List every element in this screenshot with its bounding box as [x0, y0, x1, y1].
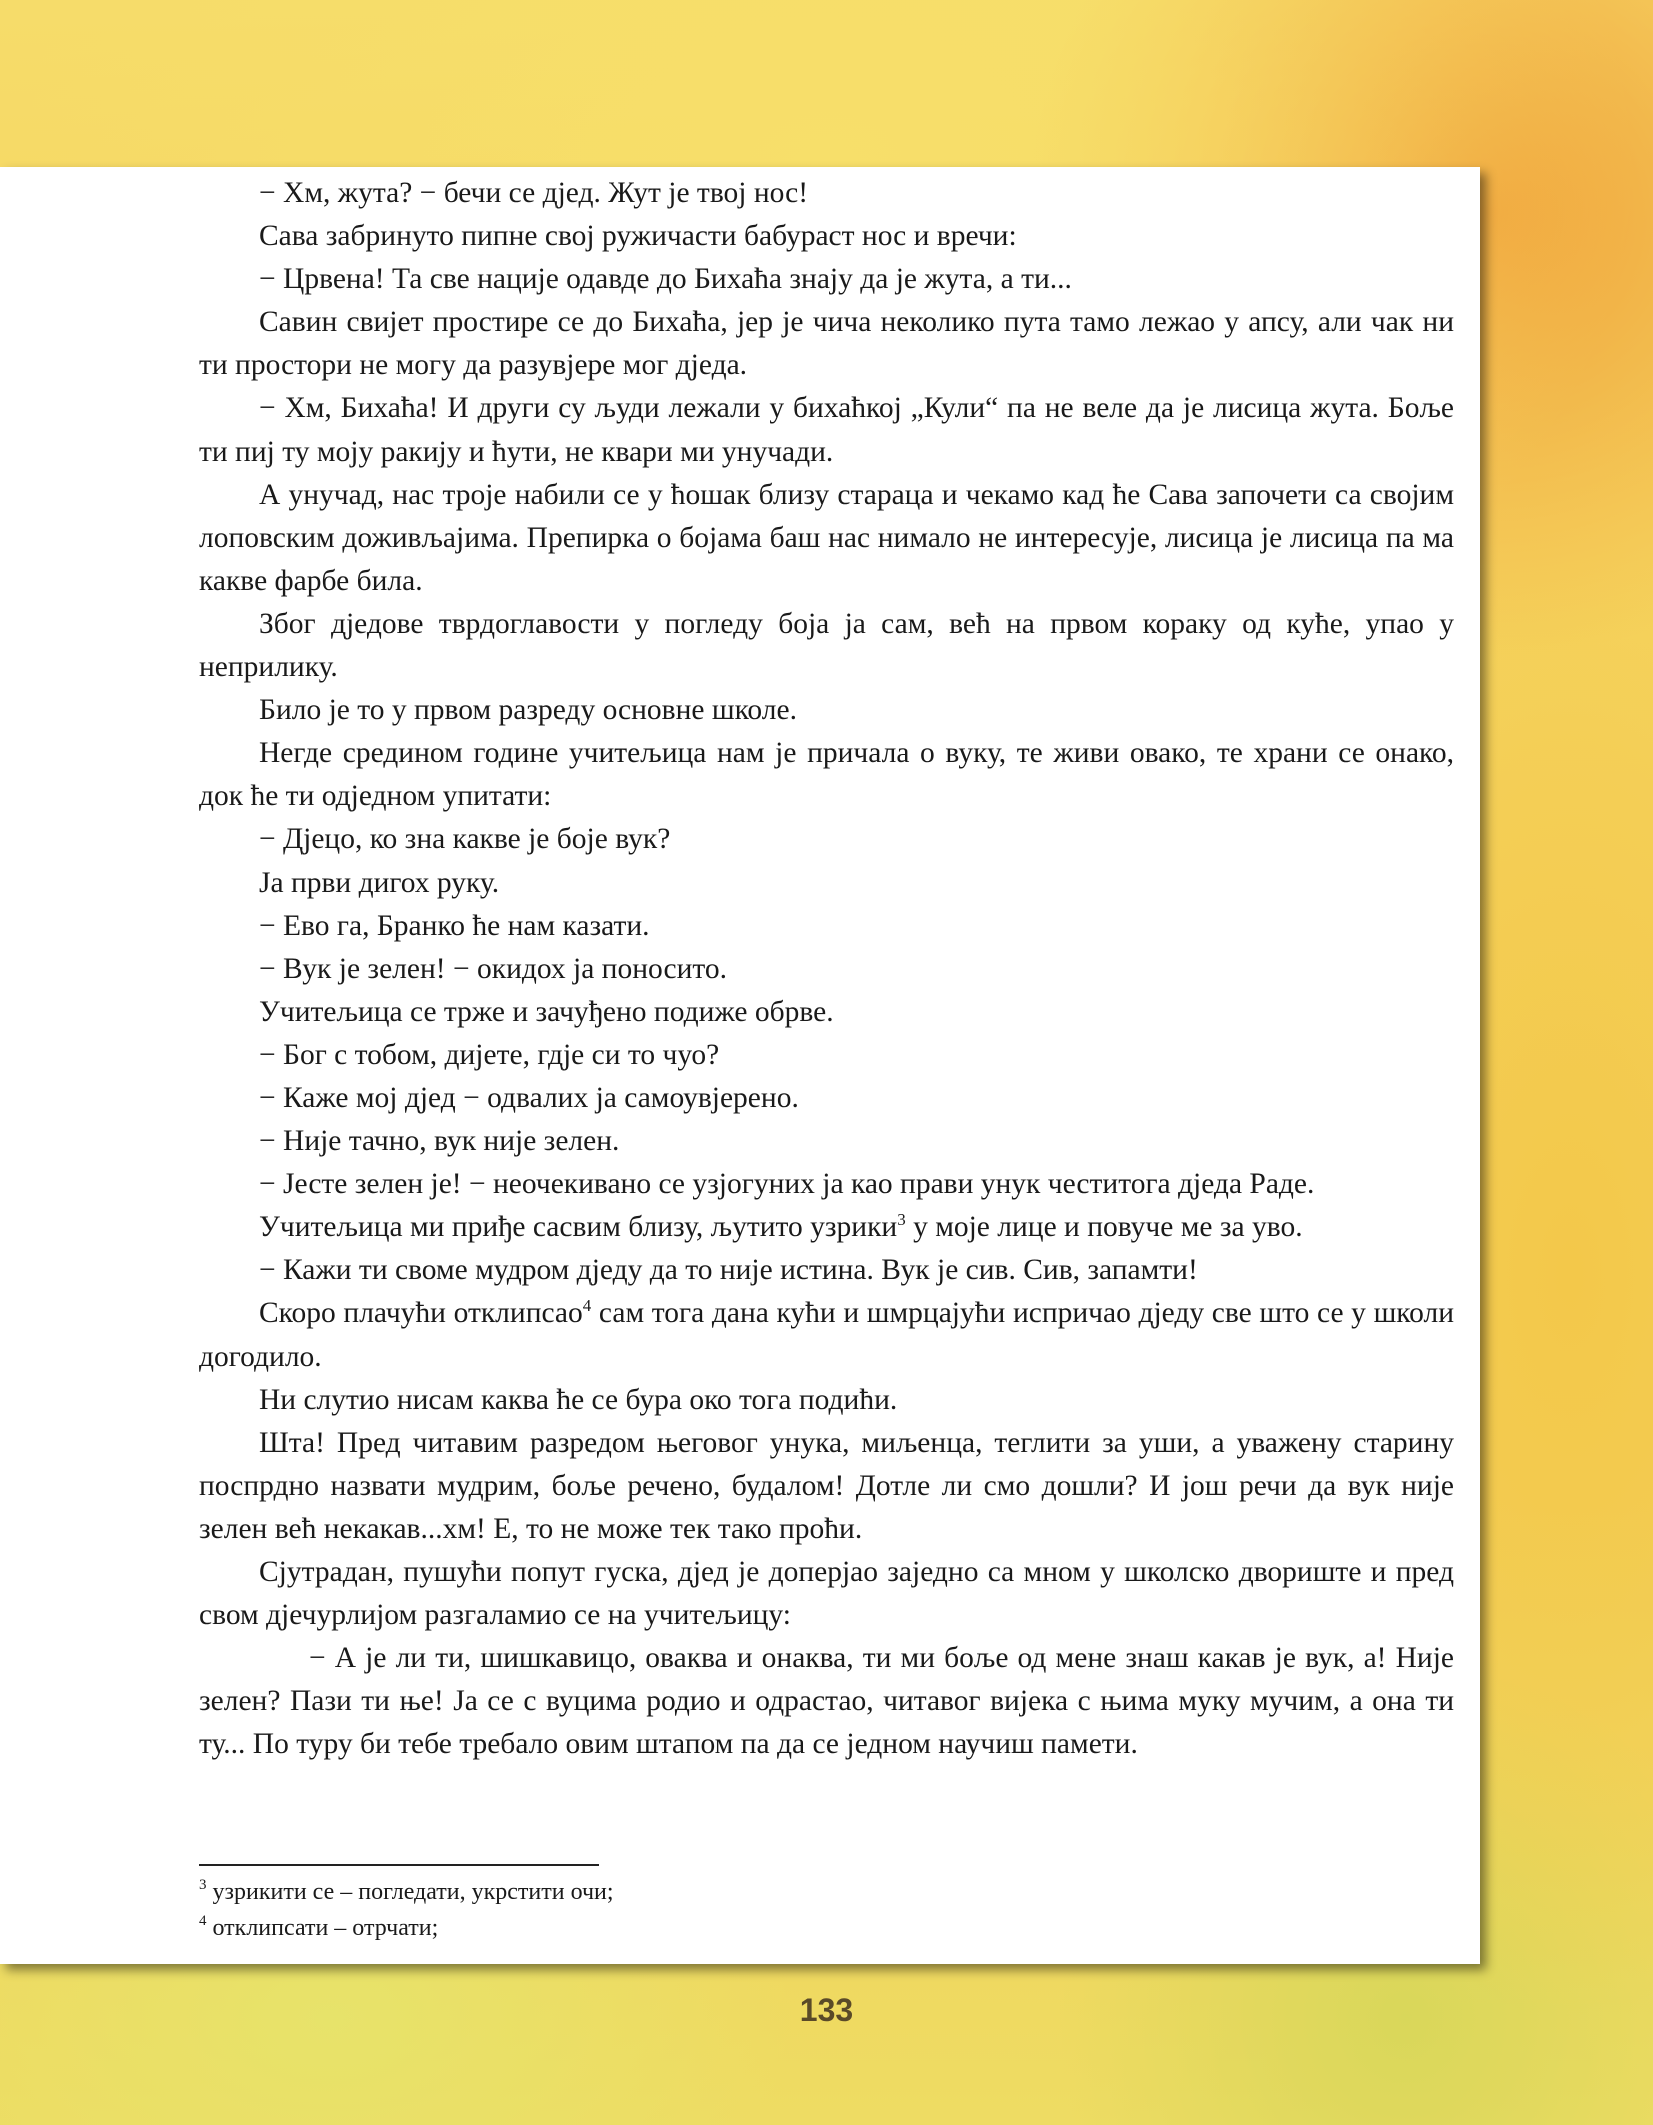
body-text	[199, 172, 1454, 1766]
paragraph: Због дједове тврдоглавости у погледу боја ја сам, већ на првом кораку од куће, упао у неприлику.	[199, 607, 1454, 684]
paragraph: Негде средином године учитељица нам је причала о вуку, те живи овако, те храни се онако, док ће ти одједном упитати:	[199, 737, 1454, 813]
paragraph: − Ево га, Бранко ће нам казати.	[259, 909, 650, 942]
paragraph: − А је ли ти, шишкавицо, оваква и онаква, ти ми боље од мене знаш какав је вук, а! Није зелен? Пази ти ње! Ја се с вуцима родио и одрастао, читавог вијека с њима муку мучим, а она ти ту... По туру би тебе требало овим штапом па да се једном научиш памети.	[199, 1642, 1454, 1761]
paragraph: − Хм, жута? − бечи се дјед. Жут је твој нос!	[259, 177, 809, 209]
paragraph: − Дјецо, ко зна какве је боје вук?	[259, 823, 671, 856]
footnote-number: 3	[199, 1877, 207, 1893]
paragraph: − Вук је зелен! − окидох ја поносито.	[259, 952, 727, 985]
paragraph: Сава забринуто пипне свој ружичасти бабураст нос и вречи:	[259, 220, 1017, 253]
footnote-text: узрикити се – погледати, укрстити очи;	[212, 1879, 614, 1905]
footnote-ref[interactable]: 4	[582, 1296, 592, 1316]
paragraph: − Хм, Бихаћа! И други су људи лежали у бихаћкој „Кули“ па не веле да је лисица жута. Боље ти пиј ту моју ракију и ћути, не квари ми унучади.	[199, 392, 1454, 468]
footnote	[199, 1874, 1199, 1910]
paragraph: − Бог с тобом, дијете, гдје си то чуо?	[259, 1038, 720, 1071]
paragraph: Било је то у првом разреду основне школе.	[259, 694, 797, 727]
paragraph	[199, 1292, 1454, 1378]
paragraph: А унучад, нас троје набили се у ћошак близу стараца и чекамо кад ће Сава започети са својим лоповским доживљајима. Препирка о бојама баш нас нимало не интересује, лисица је лисица па ма какве фарбе била.	[199, 478, 1454, 597]
footnote-text: отклипсати – отрчати;	[212, 1915, 439, 1941]
paragraph: Савин свијет простире се до Бихаћа, јер је чича неколико пута тамо лежао у апсу, али чак ни ти простори не могу да разувјере мог дједа.	[199, 306, 1454, 382]
paragraph	[199, 1206, 1454, 1249]
paragraph: Ни слутио нисам каква ће се бура око тога подићи.	[259, 1383, 898, 1416]
footnotes	[199, 1874, 1199, 1946]
paragraph: Ја први дигох руку.	[259, 866, 500, 899]
paragraph-text: сам тога дана кући и шмрцајући испричао дједу све што се у школи догодило.	[199, 1297, 1455, 1373]
paragraph: Сјутрадан, пушући попут гуска, дјед је доперјао заједно са мном у школско двориште и пред свом дјечурлијом разгаламио се на учитељицу:	[199, 1556, 1454, 1632]
footnote-number: 4	[199, 1913, 207, 1929]
footnote-separator	[199, 1864, 599, 1866]
paragraph-text: Учитељица ми приђе сасвим близу, љутито узрики	[259, 1211, 898, 1244]
footnote	[199, 1910, 1199, 1946]
page-number: 133	[799, 1992, 854, 2028]
paragraph: − Кажи ти своме мудром дједу да то није истина. Вук је сив. Сив, запамти!	[259, 1254, 1198, 1287]
paragraph: − Није тачно, вук није зелен.	[259, 1125, 620, 1158]
paragraph: − Каже мој дјед − одвалих ја самоувјерено.	[259, 1081, 799, 1114]
paragraph: − Црвена! Та све нације одавде до Бихаћа знају да је жута, а ти...	[259, 263, 1072, 296]
paragraph-text: у моје лице и повуче ме за уво.	[905, 1211, 1303, 1244]
paragraph: Шта! Пред читавим разредом његовог унука, миљенца, теглити за уши, а уважену старину поспрдно назвати мудрим, боље речено, будалом! Дотле ли смо дошли? И још речи да вук није зелен већ некакав...хм! Е, то не може тек тако проћи.	[199, 1426, 1454, 1545]
footnote-ref[interactable]: 3	[897, 1210, 906, 1230]
paragraph: Учитељица се трже и зачуђено подиже обрве.	[259, 995, 834, 1028]
paragraph: − Јесте зелен је! − неочекивано се узјогуних ја као прави унук честитога дједа Раде.	[259, 1168, 1315, 1201]
paragraph-text: Скоро плачући отклипсао	[259, 1297, 583, 1330]
